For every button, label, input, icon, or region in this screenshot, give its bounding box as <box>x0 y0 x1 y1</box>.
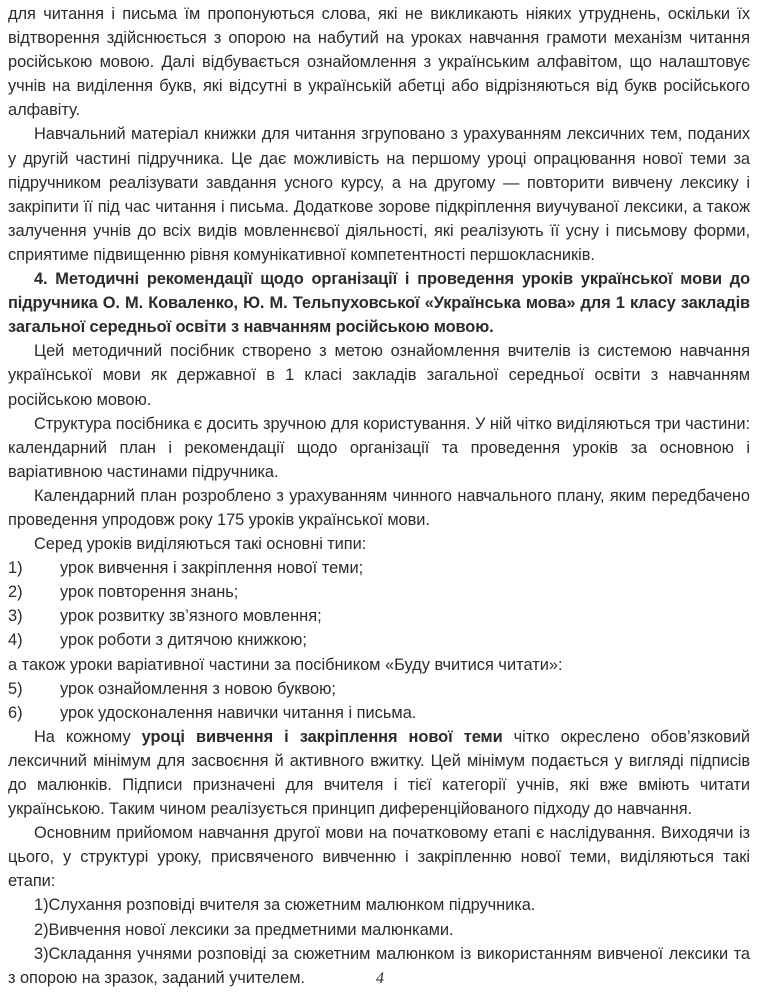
paragraph-calendar-plan: Календарний план розроблено з урахуванням чинного навчального плану, яким передбачено проведення упродовж року 175 уроків української мови. <box>8 486 750 529</box>
paragraph-continuation: для читання і письма їм пропонуються слова, які не викликають ніяких утруднень, оскільки їх відтворення здійснюється з опорою на набутий на уроках навчання грамоти механізм читання російською мовою. Далі відбувається ознайомлення з українським алфавітом, що налаштовує учнів на виділення букв, які відсутні в українській абетці або відрізняються від букв російського алфавіту. <box>8 5 750 120</box>
list-item-number: 2) <box>34 920 49 939</box>
lesson-types-list <box>8 556 750 652</box>
list-item <box>8 677 750 701</box>
paragraph-manual-purpose: Цей методичний посібник створено з метою ознайомлення вчителів із системою навчання української мови як державної в 1 класі закладів загальної середньої освіти з навчанням російською мовою. <box>8 342 750 409</box>
page-number: 4 <box>376 970 384 987</box>
page-text-column <box>8 2 750 990</box>
list-item <box>8 918 750 942</box>
list-item <box>8 893 750 917</box>
list-item <box>8 628 750 652</box>
list-item <box>8 604 750 628</box>
list-item-number: 5) <box>8 679 23 698</box>
list-item-number: 3) <box>34 944 49 963</box>
list-item-label: урок розвитку зв’язного мовлення; <box>60 607 322 626</box>
paragraph-text-after-bold: чітко окреслено обов’язковий лексичний мінімум для засвоєння й активного вжитку. Цей мінімум подається у вигляді підписів до малюнків. Підписи призначені для вчителя і тієї категорії учнів, які вже вміють читати українською. Таким чином реалізується принцип диференційованого підходу до навчання. <box>8 727 750 819</box>
lesson-types-variative-list <box>8 677 750 725</box>
paragraph-imitation-method: Основним прийомом навчання другої мови на початковому етапі є наслідування. Виходячи із цього, у структурі уроку, присвяченого вивченню і закріпленню нової теми, виділяються такі етапи: <box>8 824 750 891</box>
list-item-label: Вивчення нової лексики за предметними малюнками. <box>48 920 454 939</box>
paragraph-manual-structure: Структура посібника є досить зручною для користування. У ній чітко виділяються три частини: календарний план і рекомендації щодо організації та проведення уроків за основною і варіативною частинами підручника. <box>8 414 750 481</box>
list-item-label: урок повторення знань; <box>60 583 239 602</box>
list-item-number: 6) <box>8 703 23 722</box>
list-item-label: Складання учнями розповіді за сюжетним малюнком із використанням вивченої лексики та з опорою на зразок, заданий учителем. <box>8 944 750 987</box>
paragraph-teaching-material: Навчальний матеріал книжки для читання згруповано з урахуванням лексичних тем, поданих у другій частині підручника. Це дає можливість на першому уроці опрацювання нової теми за підручником реалізувати завдання усного курсу, а на другому — повторити вивчену лексику і закріпити її під час читання і письма. Додаткове зорове підкріплення виучуваної лексики, а також залучення учнів до всіх видів мовленнєвої діяльності, які реалізують її усну і письмову форми, сприятиме підвищенню рівня комунікативної компетентності першокласників. <box>8 125 750 264</box>
list-item <box>8 580 750 604</box>
lesson-types-note: а також уроки варіативної частини за посібником «Буду вчитися читати»: <box>8 655 563 674</box>
inline-bold-lesson-type: уроці вивчення і закріплення нової теми <box>141 727 503 746</box>
list-item <box>8 701 750 725</box>
list-item-label: урок ознайомлення з новою буквою; <box>60 679 336 698</box>
list-item-label: урок роботи з дитячою книжкою; <box>60 631 307 650</box>
list-item <box>8 556 750 580</box>
list-item-label: урок удосконалення навички читання і письма. <box>60 703 417 722</box>
list-item-number: 1) <box>8 559 23 578</box>
section-heading-4: 4. Методичні рекомендації щодо організації і проведення уроків української мови до підручника О. М. Коваленко, Ю. М. Тельпуховської «Українська мова» для 1 класу закладів загальної середньої освіти з навчанням російською мовою. <box>8 270 750 337</box>
list-item-label: Слухання розповіді вчителя за сюжетним малюнком підручника. <box>48 896 536 915</box>
list-item-number: 1) <box>34 896 49 915</box>
paragraph-lexical-minimum <box>8 725 750 821</box>
paragraph-lesson-types-intro: Серед уроків виділяються такі основні типи: <box>34 535 367 554</box>
list-item-label: урок вивчення і закріплення нової теми; <box>60 559 364 578</box>
list-item-number: 4) <box>8 631 23 650</box>
list-item-number: 3) <box>8 607 23 626</box>
list-item-number: 2) <box>8 583 23 602</box>
paragraph-text-before-bold: На кожному <box>34 727 142 746</box>
